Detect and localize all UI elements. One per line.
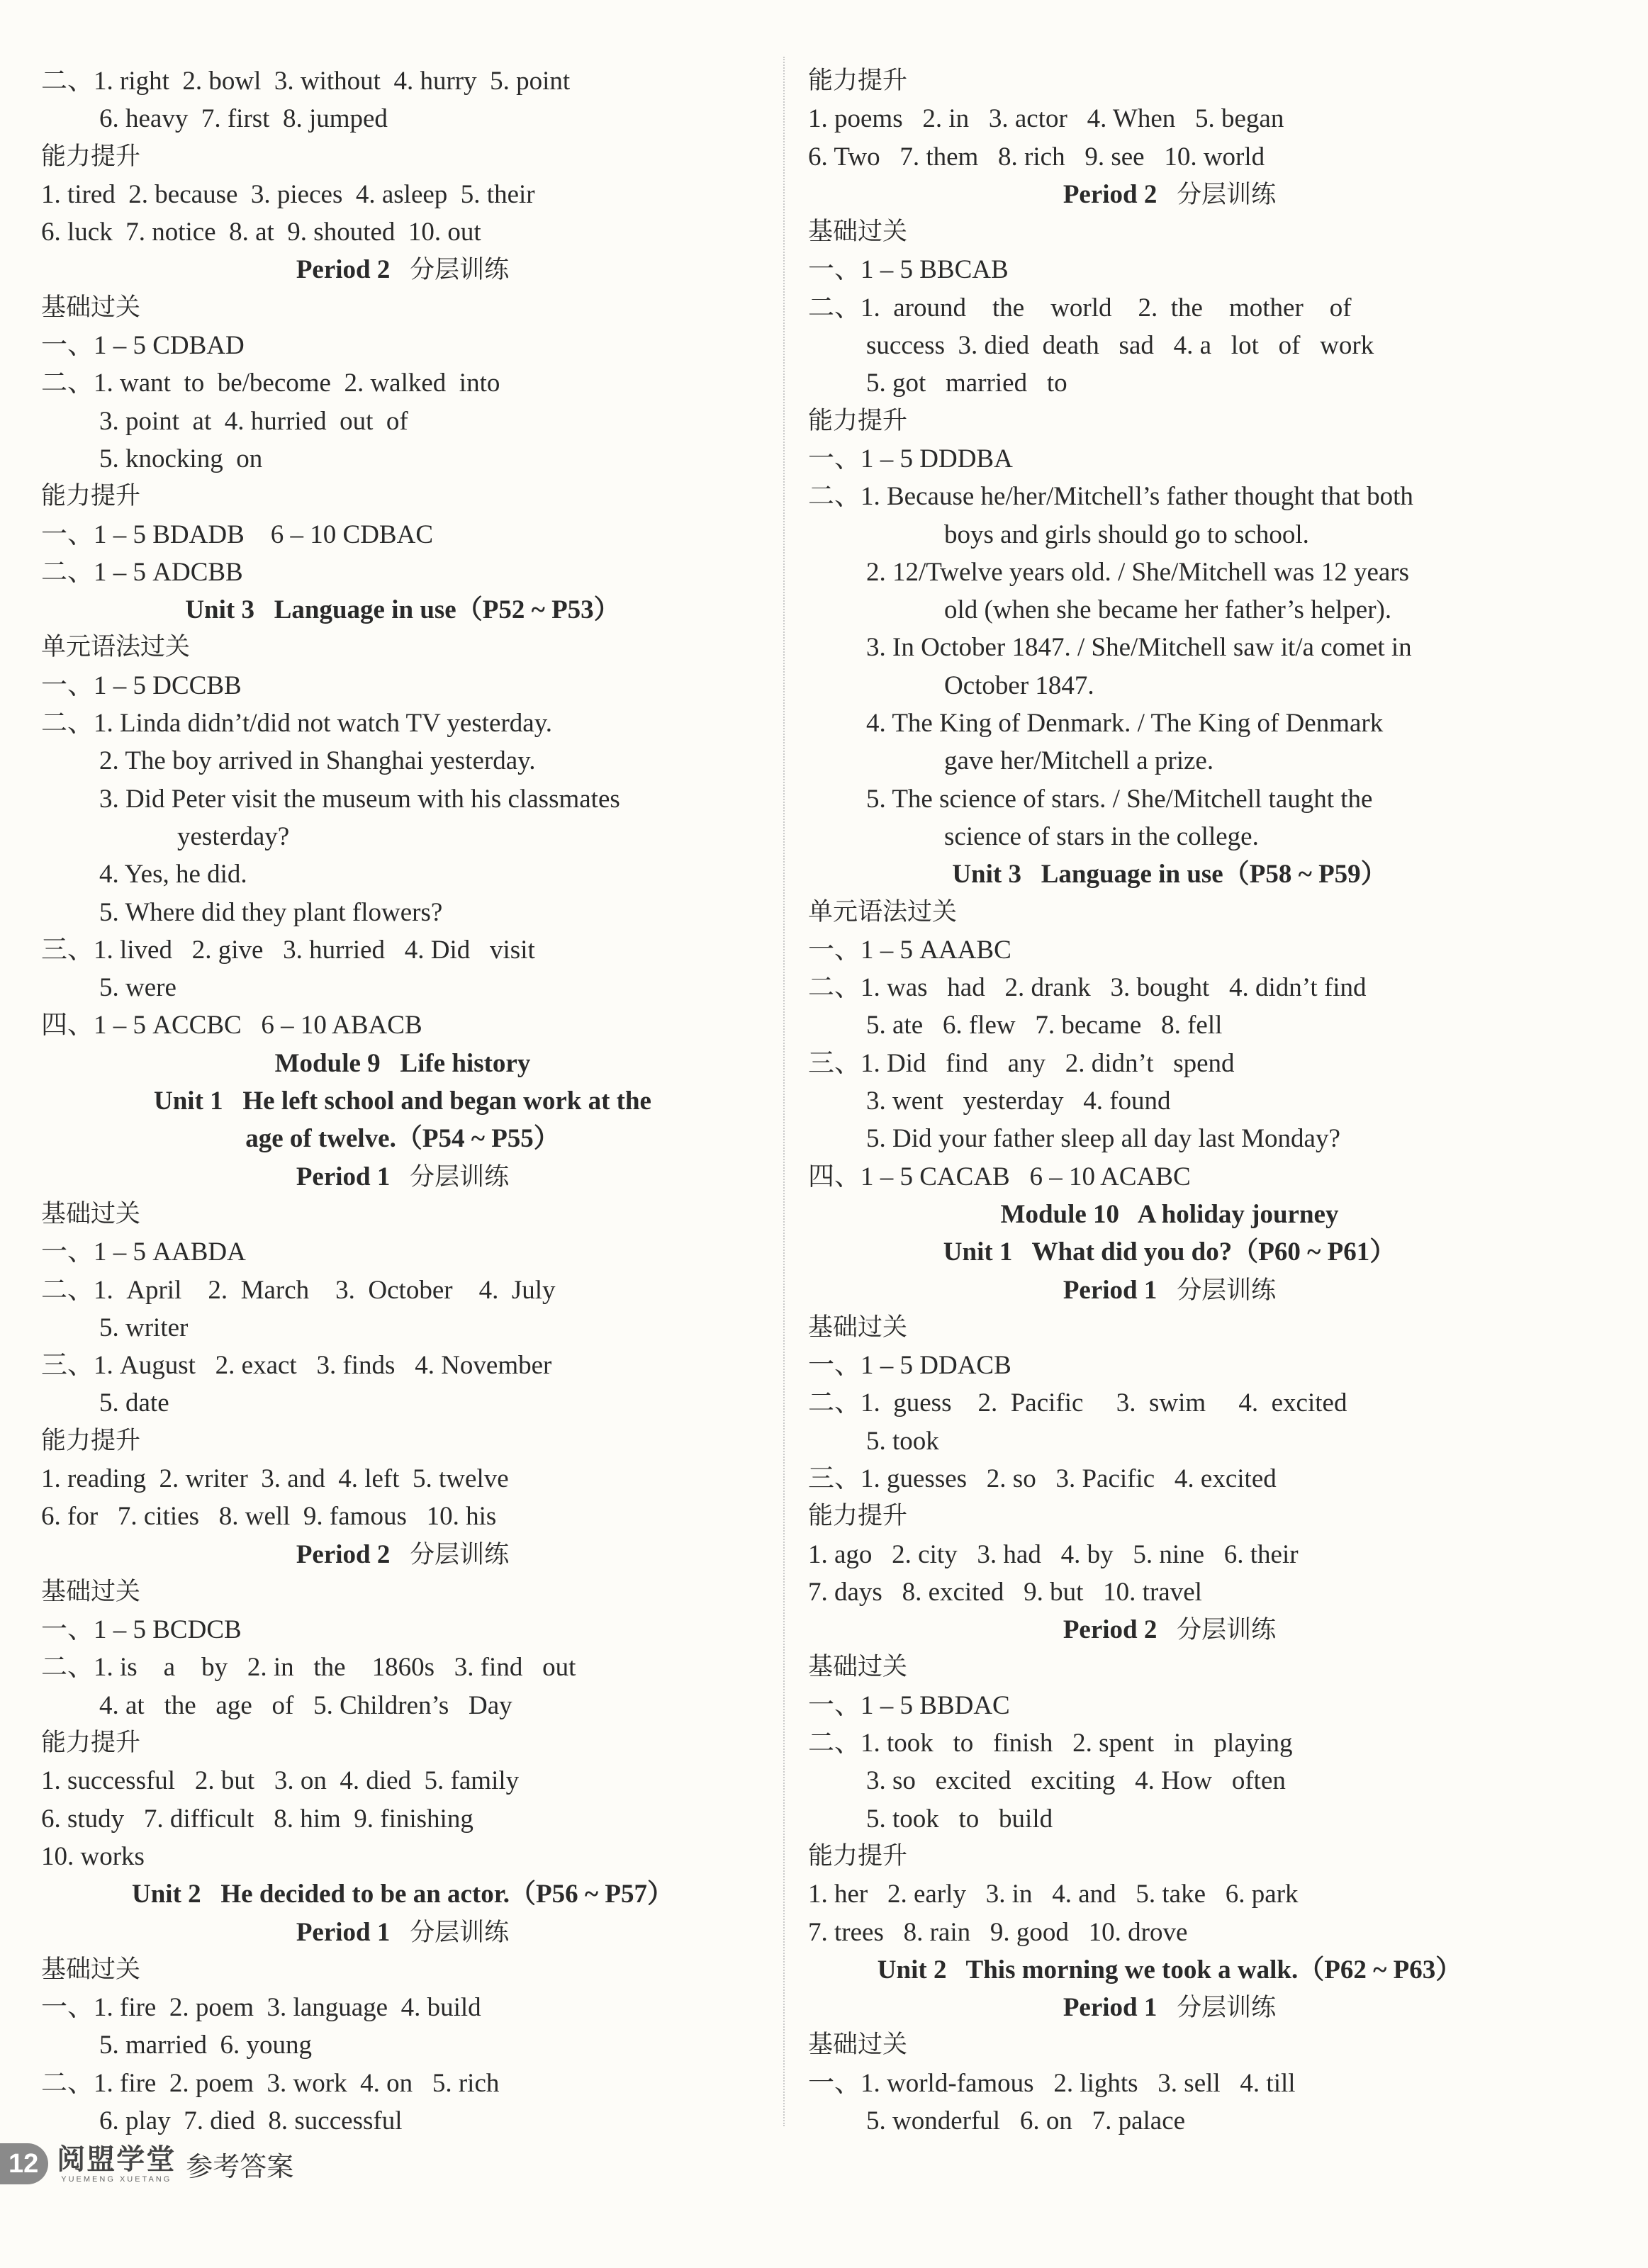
answer-line: 6. play 7. died 8. successful [99, 2106, 403, 2136]
heading-text: Period 2 [296, 1539, 391, 1569]
section-heading [808, 1951, 1531, 1989]
subsection-label: 单元语法过关 [41, 633, 191, 662]
answer-line: success 3. died death sad 4. a lot of work [866, 331, 1374, 361]
subsection-label: 能力提升 [808, 1841, 908, 1870]
answer-line: 三、1. guesses 2. so 3. Pacific 4. excited [808, 1464, 1277, 1493]
section-heading [808, 1611, 1531, 1649]
answer-line: 一、1 – 5 CDBAD [41, 331, 245, 361]
answer-line: 一、1 – 5 BBDAC [808, 1690, 1010, 1720]
left-answer-column [41, 62, 764, 2140]
heading-text: Unit 2 This morning we took a walk.（P62 ~ P63） [877, 1955, 1462, 1984]
heading-text: Period 2 [1063, 1615, 1157, 1645]
answer-line: 一、1 – 5 BCDCB [41, 1615, 242, 1645]
heading-cn-label: 分层训练 [410, 1162, 510, 1191]
answer-line: 5. were [99, 973, 176, 1003]
heading-text: Unit 2 He decided to be an actor.（P56 ~ P57） [132, 1880, 673, 1909]
section-heading [808, 176, 1531, 213]
answer-line: 4. Yes, he did. [99, 860, 247, 889]
answer-line: 二、1. fire 2. poem 3. work 4. on 5. rich [41, 2068, 500, 2098]
heading-text: Unit 3 Language in use（P52 ~ P53） [185, 595, 620, 625]
section-heading [808, 1233, 1531, 1271]
subsection-label: 基础过关 [41, 1199, 141, 1228]
heading-cn-label: 分层训练 [1177, 1994, 1277, 2023]
section-heading [41, 251, 764, 288]
answer-line: 6. for 7. cities 8. well 9. famous 10. his [41, 1502, 497, 1532]
answer-line: 三、1. August 2. exact 3. finds 4. November [41, 1351, 552, 1381]
answer-line: old (when she became her father’s helper). [944, 595, 1392, 625]
answer-line: 1. reading 2. writer 3. and 4. left 5. twelve [41, 1464, 509, 1493]
answer-line: 5. Where did they plant flowers? [99, 897, 443, 927]
section-heading [808, 1989, 1531, 2026]
answer-line: 4. The King of Denmark. / The King of Denmark [866, 709, 1384, 739]
heading-text: Period 2 [296, 255, 391, 285]
answer-line: 四、1 – 5 CACAB 6 – 10 ACABC [808, 1162, 1191, 1191]
answer-line: 3. so excited exciting 4. How often [866, 1766, 1286, 1796]
answer-line: 一、1 – 5 AAABC [808, 935, 1011, 965]
heading-cn-label: 分层训练 [410, 256, 510, 285]
subsection-label: 能力提升 [808, 1502, 908, 1531]
heading-cn-label: 分层训练 [1177, 1616, 1277, 1645]
brand-logo [57, 2144, 176, 2184]
brand-name: 阅盟学堂 [57, 2143, 176, 2176]
answer-line: 一、1 – 5 DCCBB [41, 670, 242, 700]
answer-line: 二、1. was had 2. drank 3. bought 4. didn’t find [808, 973, 1367, 1003]
answer-line: 7. days 8. excited 9. but 10. travel [808, 1577, 1202, 1607]
answer-line: 2. 12/Twelve years old. / She/Mitchell was 12 years [866, 557, 1410, 587]
answer-line: 三、1. Did find any 2. didn’t spend [808, 1048, 1235, 1078]
subsection-label: 基础过关 [808, 2031, 908, 2060]
heading-text: Module 10 A holiday journey [1000, 1199, 1339, 1229]
heading-cn-label: 分层训练 [1177, 1276, 1277, 1305]
answer-line: 6. heavy 7. first 8. jumped [99, 104, 388, 134]
section-heading [808, 1196, 1531, 1233]
answer-line: 6. study 7. difficult 8. him 9. finishing [41, 1804, 473, 1834]
answer-line: 三、1. lived 2. give 3. hurried 4. Did visit [41, 935, 535, 965]
answer-line: 二、1. want to be/become 2. walked into [41, 369, 500, 398]
section-heading [41, 1914, 764, 1951]
answer-line: 5. took to build [866, 1804, 1053, 1834]
section-heading [808, 1271, 1531, 1309]
answer-line: 5. Did your father sleep all day last Monday? [866, 1124, 1340, 1154]
answer-line: 一、1 – 5 BBCAB [808, 255, 1009, 285]
answer-line: 7. trees 8. rain 9. good 10. drove [808, 1917, 1188, 1947]
answer-line: science of stars in the college. [944, 821, 1259, 851]
answer-line: 6. Two 7. them 8. rich 9. see 10. world [808, 142, 1265, 172]
subsection-label: 能力提升 [41, 142, 141, 171]
answer-line: 5. ate 6. flew 7. became 8. fell [866, 1011, 1223, 1040]
answer-line: 3. In October 1847. / She/Mitchell saw it/a comet in [866, 633, 1412, 663]
heading-cn-label: 分层训练 [1177, 180, 1277, 209]
answer-line: 3. went yesterday 4. found [866, 1087, 1171, 1116]
answer-line: 3. Did Peter visit the museum with his classmates [99, 784, 620, 814]
subsection-label: 基础过关 [41, 1577, 141, 1606]
section-heading [41, 1045, 764, 1082]
answer-line: 1. poems 2. in 3. actor 4. When 5. began [808, 104, 1284, 134]
section-heading [41, 1082, 764, 1120]
subsection-label: 基础过关 [41, 1955, 141, 1984]
answer-line: 二、1. Because he/her/Mitchell’s father thought that both [808, 482, 1413, 512]
answer-line: October 1847. [944, 670, 1094, 700]
section-heading [41, 1536, 764, 1573]
page-footer [0, 2139, 293, 2189]
section-heading [41, 1120, 764, 1157]
answer-line: 5. The science of stars. / She/Mitchell taught the [866, 784, 1373, 814]
right-answer-column [808, 62, 1531, 2140]
answer-line: 5. got married to [866, 369, 1067, 398]
subsection-label: 能力提升 [808, 406, 908, 435]
subsection-label: 基础过关 [808, 218, 908, 247]
heading-text: Period 2 [1063, 179, 1157, 209]
heading-text: age of twelve.（P54 ~ P55） [245, 1124, 560, 1154]
page-number: 12 [0, 2143, 48, 2184]
heading-text: Module 9 Life history [274, 1048, 531, 1078]
answer-line: 2. The boy arrived in Shanghai yesterday. [99, 746, 536, 776]
subsection-label: 能力提升 [41, 482, 141, 511]
answer-line: 二、1. guess 2. Pacific 3. swim 4. excited [808, 1388, 1347, 1418]
heading-text: Unit 1 What did you do?（P60 ~ P61） [943, 1237, 1396, 1267]
heading-text: Period 1 [296, 1162, 391, 1191]
answer-line: yesterday? [177, 821, 290, 851]
section-heading [41, 591, 764, 629]
heading-text: Period 1 [1063, 1275, 1157, 1305]
answer-line: 二、1. Linda didn’t/did not watch TV yesterday. [41, 709, 553, 739]
answer-line: 一、1. world-famous 2. lights 3. sell 4. till [808, 2068, 1296, 2098]
answer-line: 5. married 6. young [99, 2031, 313, 2060]
answer-line: boys and girls should go to school. [944, 520, 1309, 549]
answer-line: 1. tired 2. because 3. pieces 4. asleep 5. their [41, 179, 535, 209]
answer-line: 10. works [41, 1841, 145, 1871]
answer-line: 二、1. right 2. bowl 3. without 4. hurry 5. point [41, 67, 571, 96]
section-heading [41, 1158, 764, 1196]
answer-line: 1. her 2. early 3. in 4. and 5. take 6. park [808, 1880, 1299, 1909]
subsection-label: 能力提升 [808, 67, 908, 95]
answer-line: 一、1. fire 2. poem 3. language 4. build [41, 1993, 481, 2023]
answer-line: 5. wonderful 6. on 7. palace [866, 2106, 1186, 2136]
subsection-label: 基础过关 [808, 1313, 908, 1342]
heading-text: Unit 1 He left school and began work at the [154, 1087, 651, 1116]
answer-line: 5. date [99, 1388, 169, 1418]
subsection-label: 单元语法过关 [808, 897, 958, 926]
answer-line: 3. point at 4. hurried out of [99, 406, 408, 436]
answer-line: 四、1 – 5 ACCBC 6 – 10 ABACB [41, 1011, 422, 1040]
answer-line: 一、1 – 5 AABDA [41, 1237, 246, 1267]
answer-line: 二、1. took to finish 2. spent in playing [808, 1729, 1293, 1758]
heading-text: Period 1 [296, 1917, 391, 1947]
answer-line: 二、1 – 5 ADCBB [41, 557, 243, 587]
heading-text: Unit 3 Language in use（P58 ~ P59） [952, 860, 1387, 889]
answer-line: 5. writer [99, 1313, 189, 1342]
answer-line: 6. luck 7. notice 8. at 9. shouted 10. out [41, 218, 481, 247]
answer-line: 1. successful 2. but 3. on 4. died 5. family [41, 1766, 520, 1796]
answer-line: 4. at the age of 5. Children’s Day [99, 1690, 512, 1720]
brand-pinyin: YUEMENG XUETANG [61, 2175, 172, 2184]
answer-line: 一、1 – 5 BDADB 6 – 10 CDBAC [41, 520, 433, 549]
section-heading [41, 1875, 764, 1913]
answer-line: 二、1. April 2. March 3. October 4. July [41, 1275, 556, 1305]
answer-line: 5. took [866, 1426, 939, 1456]
heading-cn-label: 分层训练 [410, 1918, 510, 1947]
answer-line: 二、1. is a by 2. in the 1860s 3. find out [41, 1653, 576, 1683]
heading-cn-label: 分层训练 [410, 1540, 510, 1569]
answer-line: 1. ago 2. city 3. had 4. by 5. nine 6. their [808, 1539, 1299, 1569]
heading-text: Period 1 [1063, 1993, 1157, 2023]
footer-label: 参考答案 [186, 2150, 294, 2182]
answer-line: gave her/Mitchell a prize. [944, 746, 1214, 776]
section-heading [808, 855, 1531, 893]
answer-line: 5. knocking on [99, 444, 263, 473]
answer-line: 一、1 – 5 DDACB [808, 1351, 1011, 1381]
subsection-label: 能力提升 [41, 1426, 141, 1455]
subsection-label: 基础过关 [808, 1653, 908, 1682]
column-divider [783, 57, 785, 2126]
answer-line: 二、1. around the world 2. the mother of [808, 293, 1352, 322]
subsection-label: 能力提升 [41, 1729, 141, 1758]
subsection-label: 基础过关 [41, 293, 141, 322]
answer-line: 一、1 – 5 DDDBA [808, 444, 1013, 473]
